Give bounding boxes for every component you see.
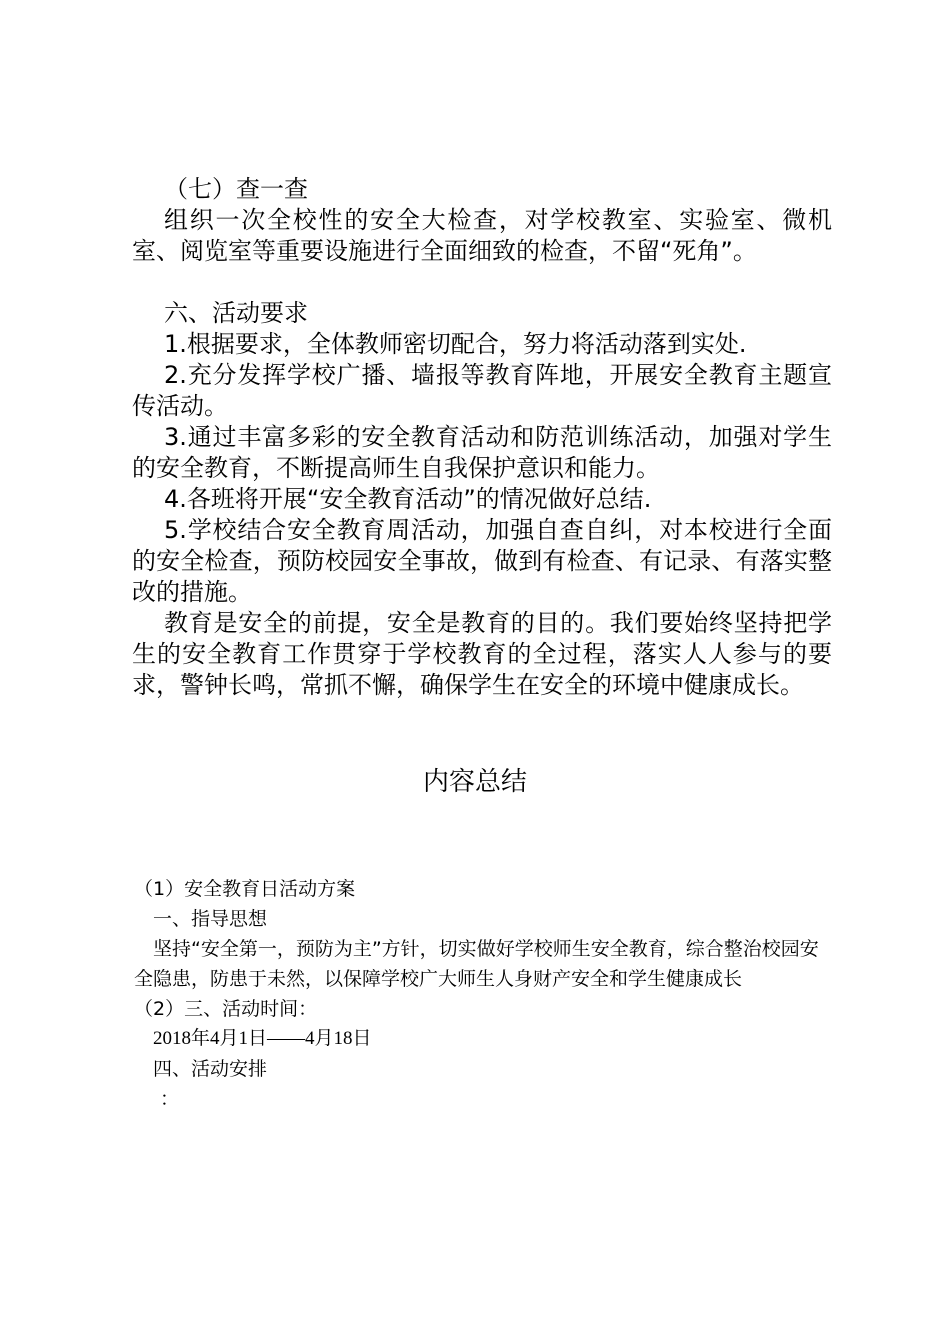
summary-line-plan: （1）安全教育日活动方案 bbox=[134, 878, 356, 900]
section7-body: 组织一次全校性的安全大检查，对学校教室、实验室、微机室、阅览室等重要设施进行全面细致的检查，不留“死角”。 bbox=[132, 206, 832, 265]
section7-heading: （七）查一查 bbox=[164, 175, 308, 203]
closing-paragraph: 教育是安全的前提，安全是教育的目的。我们要始终坚持把学生的安全教育工作贯穿于学校教育的全过程，落实人人参与的要求，警钟长鸣，常抓不懈，确保学生在安全的环境中健康成长。 bbox=[132, 609, 832, 699]
summary-line-arrangement: 四、活动安排 bbox=[153, 1058, 268, 1080]
requirement-item-4: 4.各班将开展“安全教育活动”的情况做好总结. bbox=[164, 485, 652, 513]
summary-content bbox=[134, 874, 824, 1114]
summary-line-principle: 坚持“安全第一，预防为主”方针，切实做好学校师生安全教育，综合整治校园安全隐患，防患于未然，以保障学校广大师生人身财产安全和学生健康成长 bbox=[134, 938, 819, 990]
paragraph-gap bbox=[132, 267, 832, 298]
requirement-item-1: 1.根据要求，全体教师密切配合，努力将活动落到实处. bbox=[164, 330, 747, 358]
requirement-item-3: 3.通过丰富多彩的安全教育活动和防范训练活动，加强对学生的安全教育，不断提高师生自我保护意识和能力。 bbox=[132, 423, 832, 482]
requirement-item-2: 2.充分发挥学校广播、墙报等教育阵地，开展安全教育主题宣传活动。 bbox=[132, 361, 832, 420]
main-content bbox=[132, 174, 832, 701]
summary-line-date: 2018年4月1日——4月18日 bbox=[153, 1028, 372, 1049]
requirement-item-5: 5.学校结合安全教育周活动，加强自查自纠，对本校进行全面的安全检查，预防校园安全事故，做到有检查、有记录、有落实整改的措施。 bbox=[132, 516, 832, 606]
summary-line-guiding: 一、指导思想 bbox=[153, 908, 268, 930]
section6-heading: 六、活动要求 bbox=[164, 299, 308, 327]
summary-line-time-heading: （2）三、活动时间： bbox=[134, 998, 318, 1020]
summary-title: 内容总结 bbox=[422, 767, 527, 797]
summary-line-colon: ： bbox=[160, 1088, 180, 1110]
